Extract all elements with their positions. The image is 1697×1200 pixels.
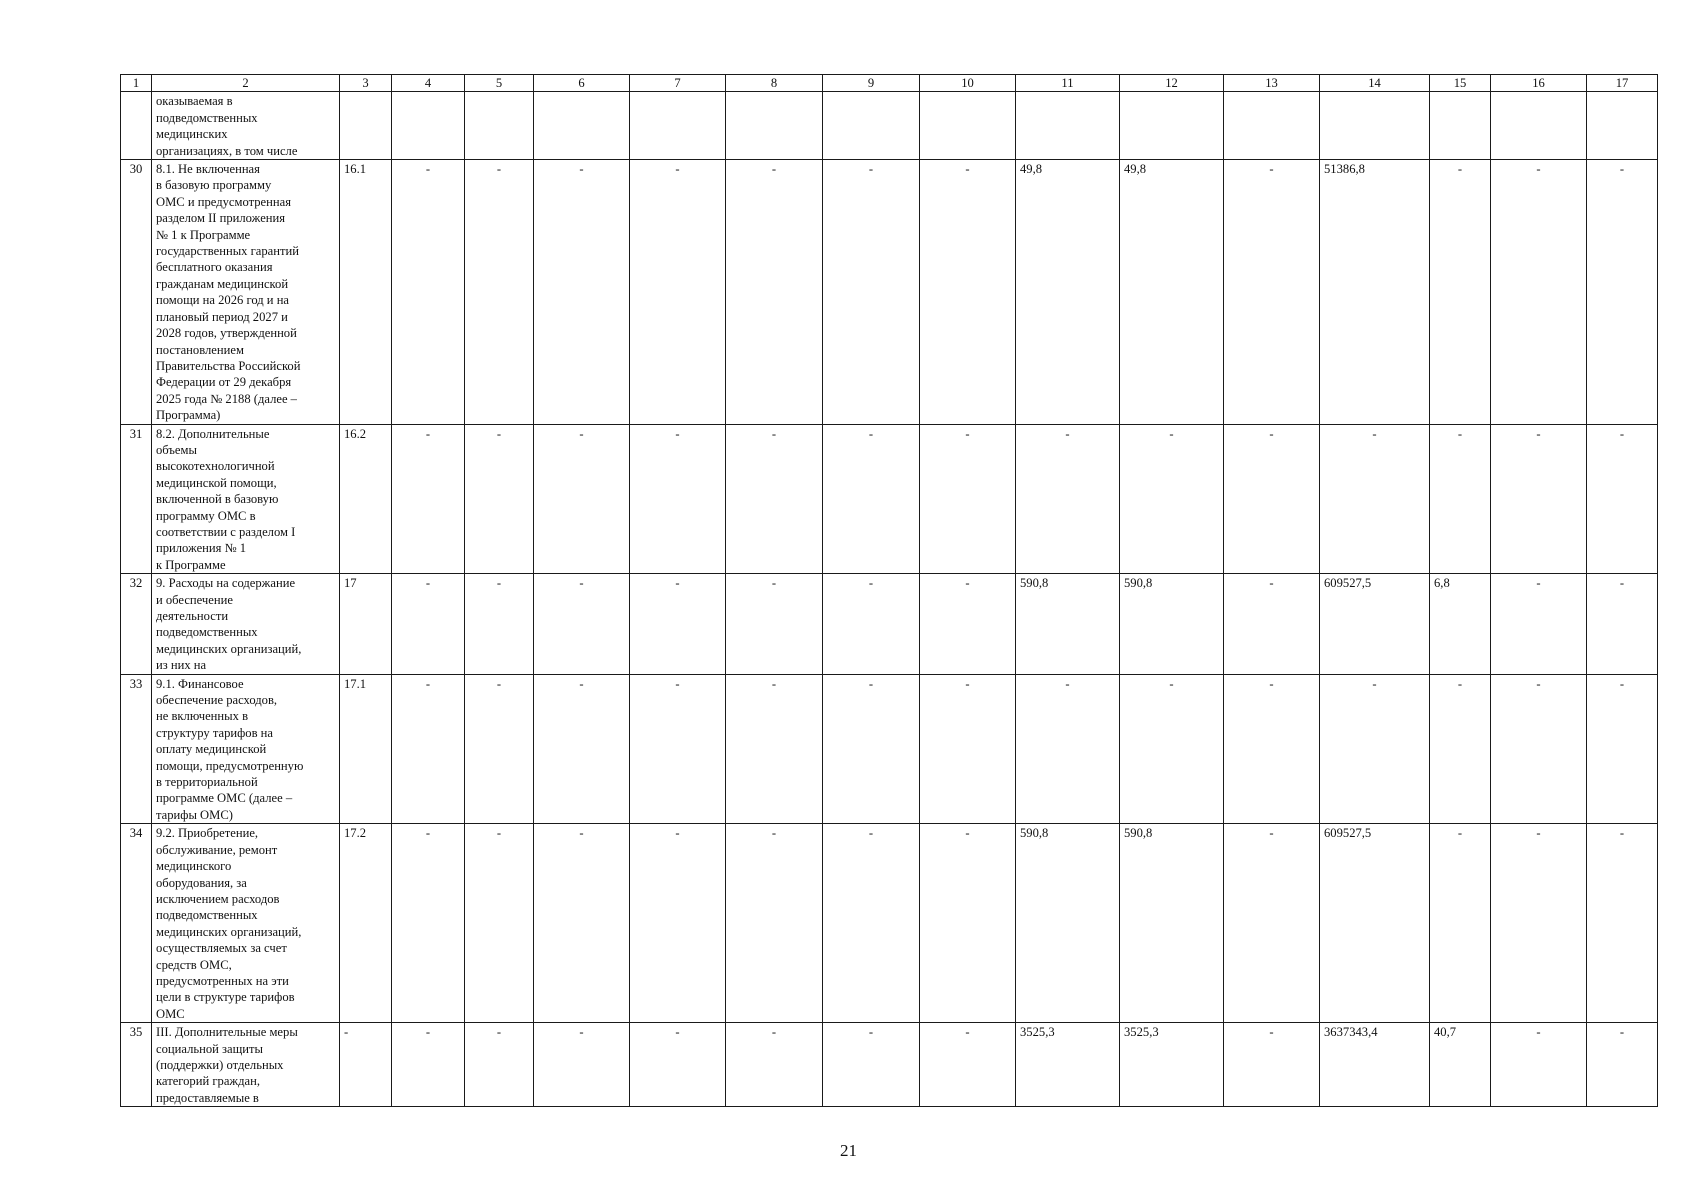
value-cell-col-15: - bbox=[1430, 824, 1491, 1023]
value-cell-col-12: - bbox=[1120, 674, 1224, 824]
data-table bbox=[120, 74, 1658, 1107]
value-cell-col-14 bbox=[1320, 92, 1430, 160]
value-cell-col-17: - bbox=[1587, 574, 1658, 674]
value-cell-col-14: 51386,8 bbox=[1320, 160, 1430, 425]
value-cell-col-10: - bbox=[920, 574, 1016, 674]
row-number-cell: 35 bbox=[121, 1023, 152, 1107]
value-cell-col-15 bbox=[1430, 92, 1491, 160]
value-cell-col-6: - bbox=[534, 160, 630, 425]
table-row bbox=[121, 1023, 1658, 1107]
value-cell-col-11: - bbox=[1016, 674, 1120, 824]
value-cell-col-5: - bbox=[465, 160, 534, 425]
table-row bbox=[121, 92, 1658, 160]
value-cell-col-5: - bbox=[465, 1023, 534, 1107]
column-header-13: 13 bbox=[1224, 75, 1320, 92]
table-row bbox=[121, 824, 1658, 1023]
value-cell-col-16: - bbox=[1491, 824, 1587, 1023]
row-code-cell: 17 bbox=[340, 574, 392, 674]
value-cell-col-17: - bbox=[1587, 424, 1658, 574]
value-cell-col-6: - bbox=[534, 674, 630, 824]
value-cell-col-9: - bbox=[823, 424, 920, 574]
value-cell-col-7: - bbox=[630, 674, 726, 824]
value-cell-col-9: - bbox=[823, 160, 920, 425]
value-cell-col-11: - bbox=[1016, 424, 1120, 574]
value-cell-col-4: - bbox=[392, 674, 465, 824]
value-cell-col-5: - bbox=[465, 424, 534, 574]
table-row bbox=[121, 160, 1658, 425]
value-cell-col-4 bbox=[392, 92, 465, 160]
column-header-14: 14 bbox=[1320, 75, 1430, 92]
value-cell-col-12 bbox=[1120, 92, 1224, 160]
value-cell-col-11: 49,8 bbox=[1016, 160, 1120, 425]
value-cell-col-5 bbox=[465, 92, 534, 160]
value-cell-col-15: 40,7 bbox=[1430, 1023, 1491, 1107]
value-cell-col-12: - bbox=[1120, 424, 1224, 574]
row-code-cell: 16.2 bbox=[340, 424, 392, 574]
column-header-17: 17 bbox=[1587, 75, 1658, 92]
value-cell-col-5: - bbox=[465, 824, 534, 1023]
value-cell-col-12: 49,8 bbox=[1120, 160, 1224, 425]
column-header-4: 4 bbox=[392, 75, 465, 92]
row-number-cell: 30 bbox=[121, 160, 152, 425]
value-cell-col-8: - bbox=[726, 1023, 823, 1107]
row-name-cell: 8.2. Дополнительные объемы высокотехнологичной медицинской помощи, включенной в базовую программу ОМС в соответствии с разделом I приложения № 1 к Программе bbox=[152, 424, 340, 574]
row-code-cell: 17.2 bbox=[340, 824, 392, 1023]
value-cell-col-9: - bbox=[823, 674, 920, 824]
row-number-cell: 33 bbox=[121, 674, 152, 824]
column-header-9: 9 bbox=[823, 75, 920, 92]
row-name-cell: 9.2. Приобретение, обслуживание, ремонт медицинского оборудования, за исключением расходов подведомственных медицинских организаций, осуществляемых за счет средств ОМС, предусмотренных на эти цели в структуре тарифов ОМС bbox=[152, 824, 340, 1023]
value-cell-col-11: 590,8 bbox=[1016, 574, 1120, 674]
row-number-cell: 34 bbox=[121, 824, 152, 1023]
value-cell-col-16: - bbox=[1491, 424, 1587, 574]
value-cell-col-13: - bbox=[1224, 1023, 1320, 1107]
value-cell-col-17: - bbox=[1587, 674, 1658, 824]
row-name-cell: оказываемая в подведомственных медицинских организациях, в том числе bbox=[152, 92, 340, 160]
row-code-cell: - bbox=[340, 1023, 392, 1107]
value-cell-col-6: - bbox=[534, 824, 630, 1023]
table-row bbox=[121, 674, 1658, 824]
row-number-cell: 31 bbox=[121, 424, 152, 574]
column-header-11: 11 bbox=[1016, 75, 1120, 92]
value-cell-col-13 bbox=[1224, 92, 1320, 160]
value-cell-col-17: - bbox=[1587, 1023, 1658, 1107]
value-cell-col-7: - bbox=[630, 160, 726, 425]
column-header-12: 12 bbox=[1120, 75, 1224, 92]
value-cell-col-4: - bbox=[392, 824, 465, 1023]
column-header-10: 10 bbox=[920, 75, 1016, 92]
value-cell-col-12: 590,8 bbox=[1120, 824, 1224, 1023]
value-cell-col-12: 3525,3 bbox=[1120, 1023, 1224, 1107]
table-row bbox=[121, 574, 1658, 674]
value-cell-col-13: - bbox=[1224, 674, 1320, 824]
value-cell-col-6: - bbox=[534, 574, 630, 674]
value-cell-col-8 bbox=[726, 92, 823, 160]
row-number-cell: 32 bbox=[121, 574, 152, 674]
value-cell-col-10: - bbox=[920, 674, 1016, 824]
value-cell-col-8: - bbox=[726, 424, 823, 574]
value-cell-col-10: - bbox=[920, 1023, 1016, 1107]
value-cell-col-9: - bbox=[823, 574, 920, 674]
value-cell-col-9: - bbox=[823, 824, 920, 1023]
value-cell-col-14: - bbox=[1320, 424, 1430, 574]
value-cell-col-12: 590,8 bbox=[1120, 574, 1224, 674]
value-cell-col-7: - bbox=[630, 424, 726, 574]
value-cell-col-10: - bbox=[920, 824, 1016, 1023]
value-cell-col-10: - bbox=[920, 424, 1016, 574]
value-cell-col-6: - bbox=[534, 424, 630, 574]
value-cell-col-10: - bbox=[920, 160, 1016, 425]
value-cell-col-7: - bbox=[630, 1023, 726, 1107]
value-cell-col-8: - bbox=[726, 160, 823, 425]
column-header-5: 5 bbox=[465, 75, 534, 92]
row-name-cell: III. Дополнительные меры социальной защиты (поддержки) отдельных категорий граждан, предоставляемые в bbox=[152, 1023, 340, 1107]
row-name-cell: 8.1. Не включенная в базовую программу ОМС и предусмотренная разделом II приложения № 1 к Программе государственных гарантий бесплатного оказания гражданам медицинской помощи на 2026 год и на плановый период 2027 и 2028 годов, утвержденной постановлением Правительства Российской Федерации от 29 декабря 2025 года № 2188 (далее – Программа) bbox=[152, 160, 340, 425]
value-cell-col-17: - bbox=[1587, 824, 1658, 1023]
value-cell-col-15: - bbox=[1430, 160, 1491, 425]
value-cell-col-7: - bbox=[630, 824, 726, 1023]
value-cell-col-13: - bbox=[1224, 574, 1320, 674]
value-cell-col-16: - bbox=[1491, 160, 1587, 425]
value-cell-col-8: - bbox=[726, 674, 823, 824]
row-code-cell bbox=[340, 92, 392, 160]
value-cell-col-17 bbox=[1587, 92, 1658, 160]
row-code-cell: 16.1 bbox=[340, 160, 392, 425]
value-cell-col-8: - bbox=[726, 574, 823, 674]
row-name-cell: 9.1. Финансовое обеспечение расходов, не включенных в структуру тарифов на оплату медицинской помощи, предусмотренную в территориальной программе ОМС (далее – тарифы ОМС) bbox=[152, 674, 340, 824]
page-number: 21 bbox=[840, 1141, 857, 1160]
value-cell-col-15: 6,8 bbox=[1430, 574, 1491, 674]
row-name-cell: 9. Расходы на содержание и обеспечение деятельности подведомственных медицинских организаций, из них на bbox=[152, 574, 340, 674]
column-header-6: 6 bbox=[534, 75, 630, 92]
value-cell-col-14: 3637343,4 bbox=[1320, 1023, 1430, 1107]
value-cell-col-15: - bbox=[1430, 424, 1491, 574]
value-cell-col-16: - bbox=[1491, 574, 1587, 674]
value-cell-col-8: - bbox=[726, 824, 823, 1023]
value-cell-col-5: - bbox=[465, 674, 534, 824]
column-header-3: 3 bbox=[340, 75, 392, 92]
value-cell-col-9 bbox=[823, 92, 920, 160]
value-cell-col-10 bbox=[920, 92, 1016, 160]
value-cell-col-6: - bbox=[534, 1023, 630, 1107]
row-code-cell: 17.1 bbox=[340, 674, 392, 824]
value-cell-col-4: - bbox=[392, 424, 465, 574]
value-cell-col-7: - bbox=[630, 574, 726, 674]
column-header-1: 1 bbox=[121, 75, 152, 92]
column-header-16: 16 bbox=[1491, 75, 1587, 92]
column-header-15: 15 bbox=[1430, 75, 1491, 92]
column-header-8: 8 bbox=[726, 75, 823, 92]
value-cell-col-16 bbox=[1491, 92, 1587, 160]
column-header-2: 2 bbox=[152, 75, 340, 92]
table-row bbox=[121, 424, 1658, 574]
value-cell-col-5: - bbox=[465, 574, 534, 674]
header-row bbox=[121, 75, 1658, 92]
value-cell-col-16: - bbox=[1491, 674, 1587, 824]
value-cell-col-11: 3525,3 bbox=[1016, 1023, 1120, 1107]
value-cell-col-11 bbox=[1016, 92, 1120, 160]
value-cell-col-17: - bbox=[1587, 160, 1658, 425]
value-cell-col-14: - bbox=[1320, 674, 1430, 824]
value-cell-col-11: 590,8 bbox=[1016, 824, 1120, 1023]
value-cell-col-6 bbox=[534, 92, 630, 160]
row-number-cell bbox=[121, 92, 152, 160]
value-cell-col-16: - bbox=[1491, 1023, 1587, 1107]
column-header-7: 7 bbox=[630, 75, 726, 92]
value-cell-col-7 bbox=[630, 92, 726, 160]
value-cell-col-14: 609527,5 bbox=[1320, 824, 1430, 1023]
value-cell-col-15: - bbox=[1430, 674, 1491, 824]
value-cell-col-4: - bbox=[392, 160, 465, 425]
value-cell-col-14: 609527,5 bbox=[1320, 574, 1430, 674]
value-cell-col-13: - bbox=[1224, 824, 1320, 1023]
value-cell-col-4: - bbox=[392, 1023, 465, 1107]
value-cell-col-9: - bbox=[823, 1023, 920, 1107]
value-cell-col-13: - bbox=[1224, 160, 1320, 425]
value-cell-col-13: - bbox=[1224, 424, 1320, 574]
value-cell-col-4: - bbox=[392, 574, 465, 674]
